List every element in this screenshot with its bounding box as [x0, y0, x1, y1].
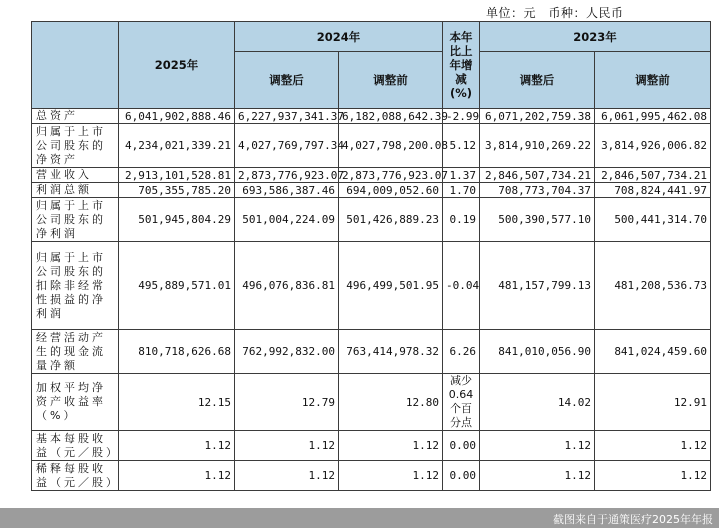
value-2025: 12.15	[119, 374, 235, 431]
value-2024-before: 1.12	[339, 431, 443, 461]
value-yoy-change: -0.04	[443, 242, 480, 330]
value-2024-before: 4,027,798,200.08	[339, 124, 443, 168]
financial-data-table	[31, 21, 711, 491]
row-label: 归属于上市公司股东的扣除非经常性损益的净利润	[32, 242, 119, 330]
value-2025: 495,889,571.01	[119, 242, 235, 330]
value-2023-adjusted: 708,773,704.37	[480, 183, 595, 198]
value-2023-adjusted: 1.12	[480, 461, 595, 491]
value-yoy-change: 5.12	[443, 124, 480, 168]
value-2024-adjusted: 496,076,836.81	[235, 242, 339, 330]
value-2025: 810,718,626.68	[119, 330, 235, 374]
value-2023-adjusted: 6,071,202,759.38	[480, 109, 595, 124]
value-yoy-change: 0.00	[443, 461, 480, 491]
value-2023-before: 841,024,459.60	[595, 330, 711, 374]
table-row	[32, 124, 711, 168]
value-2024-adjusted: 12.79	[235, 374, 339, 431]
value-2023-before: 3,814,926,006.82	[595, 124, 711, 168]
row-label: 基本每股收益（元／股）	[32, 431, 119, 461]
value-2023-adjusted: 14.02	[480, 374, 595, 431]
value-2024-adjusted: 501,004,224.09	[235, 198, 339, 242]
value-2025: 4,234,021,339.21	[119, 124, 235, 168]
header-2025: 2025年	[119, 22, 235, 109]
value-yoy-change: 0.00	[443, 431, 480, 461]
row-label: 归属于上市公司股东的净资产	[32, 124, 119, 168]
value-2024-adjusted: 1.12	[235, 431, 339, 461]
caption-bar	[0, 508, 719, 528]
value-2023-adjusted: 841,010,056.90	[480, 330, 595, 374]
table-row	[32, 168, 711, 183]
table-row	[32, 183, 711, 198]
source-caption: 截图来自于通策医疗2025年年报	[553, 513, 713, 526]
value-yoy-change: -2.99	[443, 109, 480, 124]
value-2024-adjusted: 4,027,769,797.34	[235, 124, 339, 168]
header-yoy-change: 本年比上年增减(%)	[443, 22, 480, 109]
value-2024-adjusted: 762,992,832.00	[235, 330, 339, 374]
table-header	[32, 22, 711, 109]
row-label: 稀释每股收益（元／股）	[32, 461, 119, 491]
row-label: 经营活动产生的现金流量净额	[32, 330, 119, 374]
header-blank-cell	[32, 22, 119, 109]
value-2024-before: 496,499,501.95	[339, 242, 443, 330]
value-yoy-change: 1.37	[443, 168, 480, 183]
value-2025: 705,355,785.20	[119, 183, 235, 198]
value-2024-adjusted: 2,873,776,923.07	[235, 168, 339, 183]
value-2025: 2,913,101,528.81	[119, 168, 235, 183]
value-2023-before: 1.12	[595, 431, 711, 461]
value-2023-before: 500,441,314.70	[595, 198, 711, 242]
table-row	[32, 431, 711, 461]
value-2023-adjusted: 481,157,799.13	[480, 242, 595, 330]
value-2025: 1.12	[119, 431, 235, 461]
value-2023-before: 481,208,536.73	[595, 242, 711, 330]
value-2024-before: 1.12	[339, 461, 443, 491]
value-2023-before: 2,846,507,734.21	[595, 168, 711, 183]
row-label: 总资产	[32, 109, 119, 124]
value-2024-before: 6,182,088,642.39	[339, 109, 443, 124]
table-row	[32, 374, 711, 431]
value-2025: 6,041,902,888.46	[119, 109, 235, 124]
row-label: 加权平均净资产收益率（%）	[32, 374, 119, 431]
header-2024-adjusted: 调整后	[235, 52, 339, 109]
header-2023-adjusted: 调整后	[480, 52, 595, 109]
table-row	[32, 242, 711, 330]
value-2023-before: 1.12	[595, 461, 711, 491]
value-2024-adjusted: 1.12	[235, 461, 339, 491]
value-2024-before: 694,009,052.60	[339, 183, 443, 198]
value-2023-before: 708,824,441.97	[595, 183, 711, 198]
value-2023-adjusted: 3,814,910,269.22	[480, 124, 595, 168]
table-body	[32, 109, 711, 491]
value-yoy-change: 减少0.64个百分点	[443, 374, 480, 431]
value-2024-adjusted: 693,586,387.46	[235, 183, 339, 198]
value-2025: 501,945,804.29	[119, 198, 235, 242]
table-row	[32, 109, 711, 124]
row-label: 归属于上市公司股东的净利润	[32, 198, 119, 242]
value-2024-adjusted: 6,227,937,341.37	[235, 109, 339, 124]
value-2024-before: 12.80	[339, 374, 443, 431]
value-yoy-change: 0.19	[443, 198, 480, 242]
value-2023-adjusted: 500,390,577.10	[480, 198, 595, 242]
value-2024-before: 501,426,889.23	[339, 198, 443, 242]
value-2025: 1.12	[119, 461, 235, 491]
value-2024-before: 763,414,978.32	[339, 330, 443, 374]
value-yoy-change: 1.70	[443, 183, 480, 198]
header-2024-before: 调整前	[339, 52, 443, 109]
value-2023-adjusted: 1.12	[480, 431, 595, 461]
row-label: 营业收入	[32, 168, 119, 183]
table-row	[32, 461, 711, 491]
value-yoy-change: 6.26	[443, 330, 480, 374]
table-row	[32, 198, 711, 242]
table-row	[32, 330, 711, 374]
unit-currency-note: 单位：元 币种：人民币	[486, 6, 624, 20]
value-2023-adjusted: 2,846,507,734.21	[480, 168, 595, 183]
value-2023-before: 6,061,995,462.08	[595, 109, 711, 124]
header-2023: 2023年	[480, 22, 711, 52]
header-2024: 2024年	[235, 22, 443, 52]
header-2023-before: 调整前	[595, 52, 711, 109]
row-label: 利润总额	[32, 183, 119, 198]
value-2024-before: 2,873,776,923.07	[339, 168, 443, 183]
value-2023-before: 12.91	[595, 374, 711, 431]
